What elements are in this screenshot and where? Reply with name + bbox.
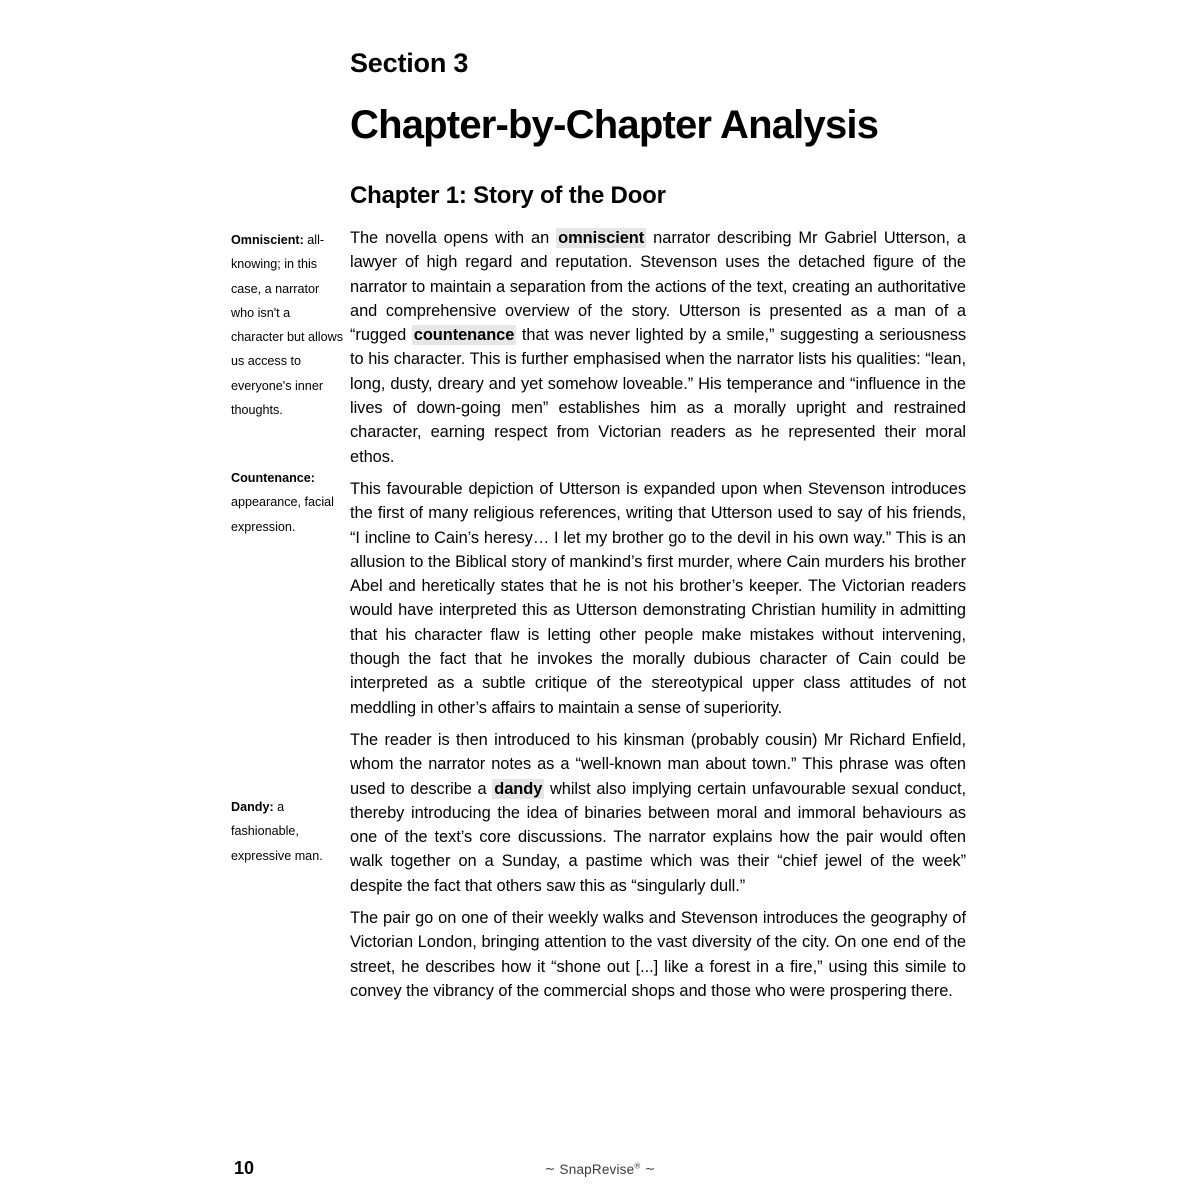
paragraph-3-part-b: whilst also implying certain unfavourable sexual conduct, thereby introducing the idea of binaries between moral and immoral behaviours as one of the text’s core discussions. The narrator explains how the pair would often walk together on a Sunday, a pastime which was their “chief jewel of the week” despite the fact that others saw this as “singularly dull.”	[350, 779, 967, 895]
footer-brand	[0, 1161, 1200, 1177]
paragraph-1-part-b: narrator describing Mr Gabriel Utterson, a lawyer of high regard and reputation. Stevenson uses the detached figure of the narrator to maintain a separation from the actions of the text, creating an authoritative and comprehensive overview of the story. Utterson is presented as a man of a “rugged	[350, 229, 966, 345]
paragraph-3-part-a: The reader is then introduced to his kinsman (probably cousin) Mr Richard Enfield, whom the narrator notes as a “well-known man about town.” This phrase was often used to describe a	[350, 730, 966, 798]
highlighted-term-dandy: dandy	[494, 779, 543, 798]
paragraph-3	[350, 728, 966, 898]
highlighted-term-countenance: countenance	[413, 326, 515, 345]
page-number: 10	[234, 1158, 255, 1178]
margin-note-definition: appearance, facial expression.	[231, 495, 334, 534]
paragraph-1	[350, 226, 966, 469]
chapter-heading: Chapter 1: Story of the Door	[350, 182, 666, 209]
tilde-left-icon: ∼	[544, 1161, 556, 1176]
page-title: Chapter-by-Chapter Analysis	[350, 103, 879, 147]
body-text-column	[350, 226, 966, 1003]
margin-note-definition: a fashionable, expressive man.	[231, 800, 323, 863]
margin-note-term: Dandy:	[231, 800, 274, 814]
paragraph-4: The pair go on one of their weekly walks and Stevenson introduces the geography of Victorian London, bringing attention to the vast diversity of the city. On one end of the street, he describes how it “shone out [...] like a forest in a fire,” using this simile to convey the vibrancy of the commercial shops and those who were prospering there.	[350, 909, 966, 1000]
margin-note-definition: all-knowing; in this case, a narrator who isn't a character but allows us access to everyone's inner thoughts.	[231, 233, 343, 418]
section-label: Section 3	[350, 48, 469, 78]
margin-note-countenance	[231, 466, 343, 539]
tilde-right-icon: ∼	[644, 1161, 656, 1176]
margin-note-term: Omniscient:	[231, 233, 304, 247]
highlighted-term-omniscient: omniscient	[558, 229, 645, 247]
margin-note-dandy	[231, 795, 343, 868]
paragraph-1-part-c: that was never lighted by a smile,” suggesting a seriousness to his character. This is further emphasised when the narrator lists his qualities: “lean, long, dusty, dreary and yet somehow loveable.” His temperance and “influence in the lives of down-going men” establishes him as a morally upright and restrained character, earning respect from Victorian readers as he represented their moral ethos.	[350, 326, 966, 466]
margin-note-omniscient	[231, 228, 343, 422]
margin-note-term: Countenance:	[231, 471, 315, 485]
paragraph-2: This favourable depiction of Utterson is expanded upon when Stevenson introduces the first of many religious references, writing that Utterson used to say of his friends, “I incline to Cain’s heresy… I let my brother go to the devil in his own way.” This is an allusion to the Biblical story of mankind’s first murder, where Cain murders his brother Abel and heretically states that he is not his brother’s keeper. The Victorian readers would have interpreted this as Utterson demonstrating Christian humility in admitting that his character flaw is letting other people make mistakes without intervening, though the fact that he invokes the morally dubious character of Cain could be interpreted as a subtle critique of the stereotypical upper class attitudes of not meddling in other’s affairs to maintain a sense of superiority.	[350, 479, 966, 717]
paragraph-1-part-a: The novella opens with an	[350, 229, 557, 247]
brand-name: SnapRevise	[559, 1162, 635, 1177]
registered-trademark-icon: ®	[634, 1161, 641, 1171]
